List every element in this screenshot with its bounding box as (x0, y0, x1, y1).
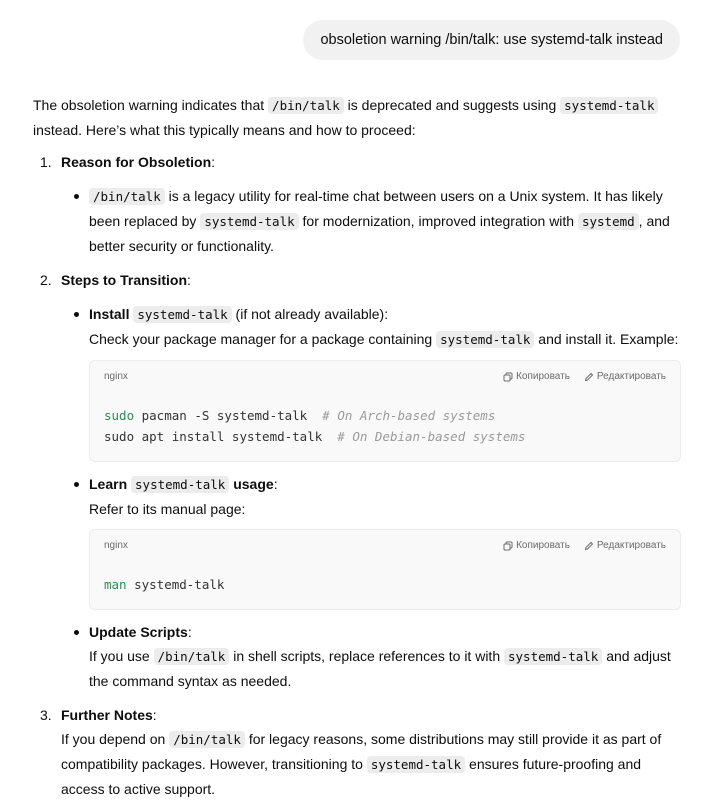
inline-code: systemd-talk (133, 306, 231, 323)
list-item: /bin/talk is a legacy utility for real-time chat between users on a Unix system. It has likely been replaced by systemd-talk for modernization, improved integration with systemd , and better security or functionality. (61, 184, 683, 258)
step-title: Reason for Obsoletion (61, 154, 212, 170)
step-1-bullets (61, 184, 683, 258)
code-block-header (90, 361, 680, 393)
pencil-icon (584, 541, 594, 551)
user-message-bubble (303, 20, 680, 60)
inline-code: /bin/talk (268, 97, 344, 114)
inline-code: systemd-talk (131, 476, 229, 493)
pencil-icon (584, 372, 594, 382)
step-2: 2. Steps to Transition: Install systemd-talk (if not already available): Check your package manager for a package containing systemd-talk and install it. Example: nginx Копировать Редактировать sudo pacman -S systemd-talk # On Arch-based systems sudo apt install systemd-talk # On Debian-based systems Learn systemd-talk usage: Refer to its manual page: nginx Копировать Редактировать man systemd-talk Update Scripts: If you use /bin/talk in shell scripts, replace references to it with systemd-talk and adjust the command syntax as needed. (33, 268, 683, 693)
bullet-dot (74, 312, 79, 317)
step-2-bullets (61, 302, 683, 693)
copy-button[interactable]: Копировать (503, 534, 570, 558)
list-item-learn: Learn systemd-talk usage: Refer to its manual page: nginx Копировать Редактировать man systemd-talk (61, 472, 683, 610)
copy-icon (503, 372, 513, 382)
code-block-content: sudo pacman -S systemd-talk # On Arch-based systems sudo apt install systemd-talk # On Debian-based systems (104, 408, 526, 444)
inline-code: /bin/talk (154, 648, 230, 665)
step-number: 3. (40, 707, 52, 723)
edit-button[interactable]: Редактировать (584, 365, 666, 389)
intro-paragraph: The obsoletion warning indicates that /bin/talk is deprecated and suggests using systemd-talk instead. Here’s what this typically means and how to proceed: (33, 93, 683, 142)
step-3: 3. Further Notes: If you depend on /bin/talk for legacy reasons, some distributions may still provide it as part of compatibility packages. However, transitioning to systemd-talk ensures future-proofing and access to active support. (33, 703, 683, 801)
bullet-dot (74, 630, 79, 635)
inline-code: systemd-talk (200, 213, 298, 230)
step-1: 1. Reason for Obsoletion: /bin/talk is a legacy utility for real-time chat between users on a Unix system. It has likely been replaced by systemd-talk for modernization, improved integration with systemd , and better security or functionality. (33, 150, 683, 258)
code-block-header (90, 530, 680, 562)
copy-icon (503, 541, 513, 551)
bullet-dot (74, 194, 79, 199)
inline-code: systemd-talk (504, 648, 602, 665)
inline-code: systemd-talk (367, 756, 465, 773)
assistant-answer (33, 93, 683, 809)
code-block (89, 360, 681, 462)
list-item-update: Update Scripts: If you use /bin/talk in shell scripts, replace references to it with systemd-talk and adjust the command syntax as needed. (61, 620, 683, 693)
step-title: Further Notes (61, 707, 153, 723)
copy-button[interactable]: Копировать (503, 365, 570, 389)
inline-code: systemd (578, 213, 639, 230)
inline-code: /bin/talk (89, 188, 165, 205)
step-title: Steps to Transition (61, 272, 188, 288)
step-number: 1. (40, 154, 52, 170)
inline-code: /bin/talk (169, 731, 245, 748)
inline-code: systemd-talk (560, 97, 658, 114)
code-language: nginx (104, 371, 128, 382)
inline-code: systemd-talk (436, 331, 534, 348)
code-language: nginx (104, 540, 128, 551)
steps-list (33, 150, 683, 801)
code-block-content: man systemd-talk (104, 577, 225, 592)
user-message-text: obsoletion warning /bin/talk: use systemd-talk instead (320, 32, 663, 48)
edit-button[interactable]: Редактировать (584, 534, 666, 558)
list-item-install: Install systemd-talk (if not already available): Check your package manager for a package containing systemd-talk and install it. Example: nginx Копировать Редактировать sudo pacman -S systemd-talk # On Arch-based systems sudo apt install systemd-talk # On Debian-based systems (61, 302, 683, 462)
code-block (89, 529, 681, 610)
bullet-dot (74, 482, 79, 487)
step-number: 2. (40, 272, 52, 288)
